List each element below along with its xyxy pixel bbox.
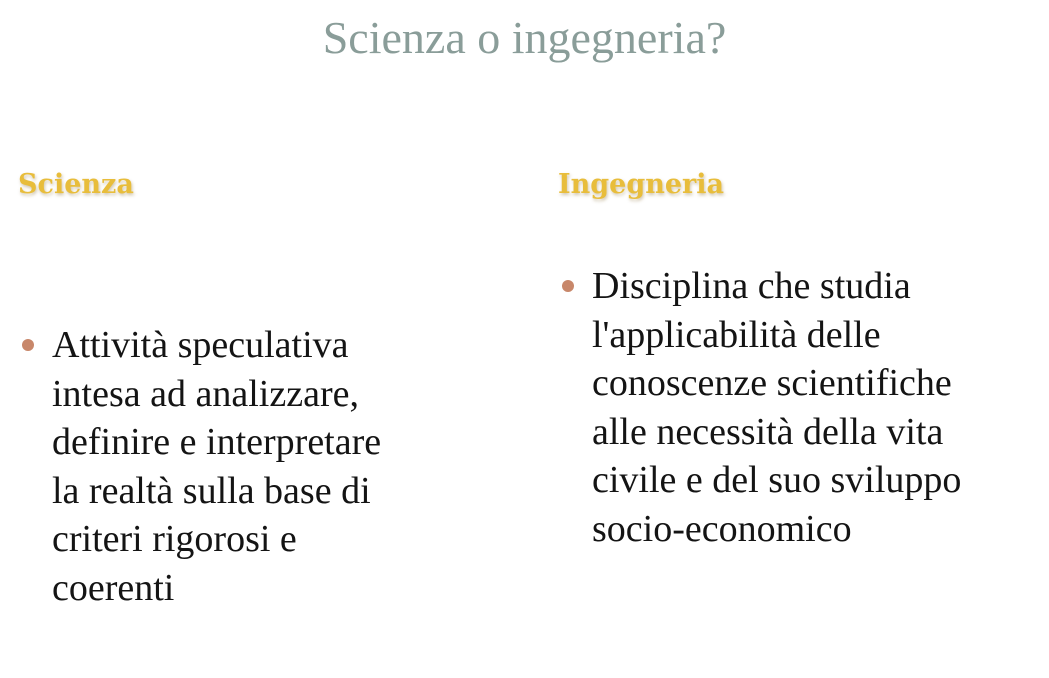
bullet-line: civile e del suo sviluppo (592, 459, 962, 501)
bullet-line: intesa ad analizzare, (52, 372, 359, 415)
slide-title: Scienza o ingegneria? (322, 12, 727, 63)
bullet-line: la realtà sulla base di (52, 469, 371, 512)
bullet-line: alle necessità della vita (592, 410, 944, 453)
ingegneria-bullet-list (562, 262, 1032, 553)
bullet-line: conoscenze scientifiche (592, 362, 952, 404)
bullet-line: Disciplina che studia (592, 265, 911, 307)
bullet-line: criteri rigorosi e (52, 518, 297, 560)
bullet-line: socio-economico (592, 507, 852, 550)
ingegneria-bullet (562, 262, 1032, 553)
bullet-dot-icon (562, 280, 574, 292)
heading-ingegneria: Ingegneria (558, 169, 724, 200)
bullet-dot-icon (22, 339, 34, 351)
bullet-line: coerenti (52, 566, 175, 609)
scienza-bullet (22, 321, 492, 612)
scienza-bullet-list (22, 321, 492, 612)
bullet-line: definire e interpretare (52, 421, 382, 463)
bullet-line: Attività speculativa (52, 324, 349, 366)
heading-scienza: Scienza (18, 169, 134, 200)
bullet-line: l'applicabilità delle (592, 313, 881, 356)
